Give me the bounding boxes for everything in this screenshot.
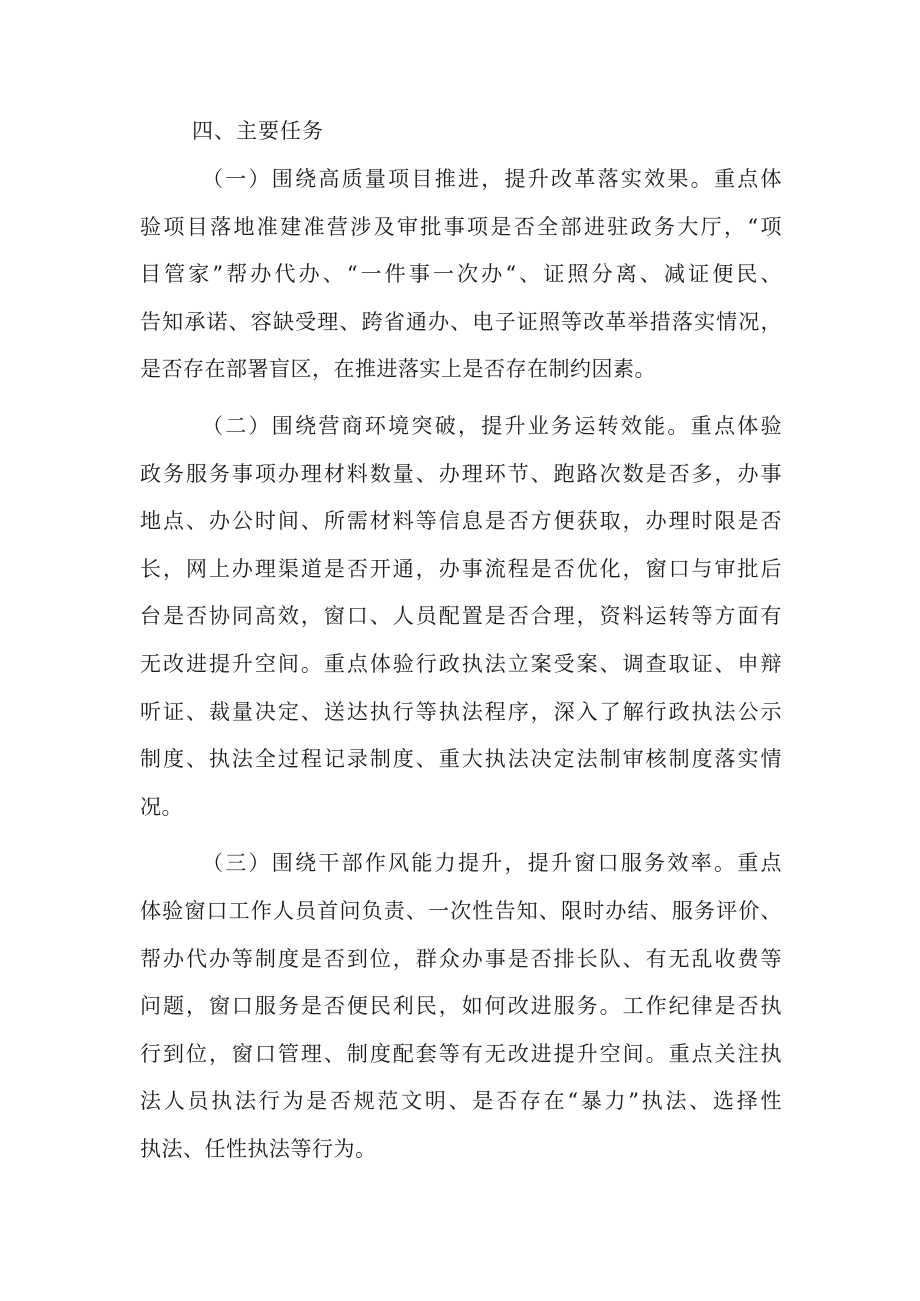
text-line: （一）围绕高质量项目推进，提升改革落实效果。重点体 xyxy=(202,167,782,191)
text-line: 问题，窗口服务是否便民利民，如何改进服务。工作纪律是否执 xyxy=(140,994,782,1019)
text-line: 无改进提升空间。重点体验行政执法立案受案、调查取证、申辩 xyxy=(140,651,782,676)
text-line: 执法、任性执法等行为。 xyxy=(140,1136,377,1161)
paragraph-2 xyxy=(140,407,782,826)
paragraph-1 xyxy=(140,160,782,388)
text-line: 听证、裁量决定、送达执行等执法程序，深入了解行政执法公示 xyxy=(140,699,782,724)
text-line: 地点、办公时间、所需材料等信息是否方便获取，办理时限是否 xyxy=(140,509,782,534)
text-line: 制度、执法全过程记录制度、重大执法决定法制审核制度落实情 xyxy=(140,747,782,772)
text-line: 行到位，窗口管理、制度配套等有无改进提升空间。重点关注执 xyxy=(140,1041,782,1066)
text-line: 况。 xyxy=(140,794,183,819)
text-line: 政务服务事项办理材料数量、办理环节、跑路次数是否多，办事 xyxy=(140,461,782,486)
text-line: 法人员执法行为是否规范文明、是否存在“暴力”执法、选择性 xyxy=(140,1089,782,1114)
text-line: 长，网上办理渠道是否开通，办事流程是否优化，窗口与审批后 xyxy=(140,556,782,581)
document-page xyxy=(140,112,782,1177)
section-title: 四、主要任务 xyxy=(192,119,324,143)
text-line: 告知承诺、容缺受理、跨省通办、电子证照等改革举措落实情况， xyxy=(140,309,782,334)
text-line: 体验窗口工作人员首问负责、一次性告知、限时办结、服务评价、 xyxy=(140,898,782,923)
text-line: 验项目落地准建准营涉及审批事项是否全部进驻政务大厅，“项 xyxy=(140,214,782,239)
text-line: 目管家”帮办代办、“一件事一次办“、证照分离、减证便民、 xyxy=(140,262,782,287)
text-line: （二）围绕营商环境突破，提升业务运转效能。重点体验 xyxy=(202,413,782,438)
text-line: （三）围绕干部作风能力提升，提升窗口服务效率。重点 xyxy=(202,851,782,876)
text-line: 台是否协同高效，窗口、人员配置是否合理，资料运转等方面有 xyxy=(140,604,782,629)
text-line: 帮办代办等制度是否到位，群众办事是否排长队、有无乱收费等 xyxy=(140,946,782,971)
paragraph-3 xyxy=(140,844,782,1168)
text-line: 是否存在部署盲区，在推进落实上是否存在制约因素。 xyxy=(140,357,656,382)
